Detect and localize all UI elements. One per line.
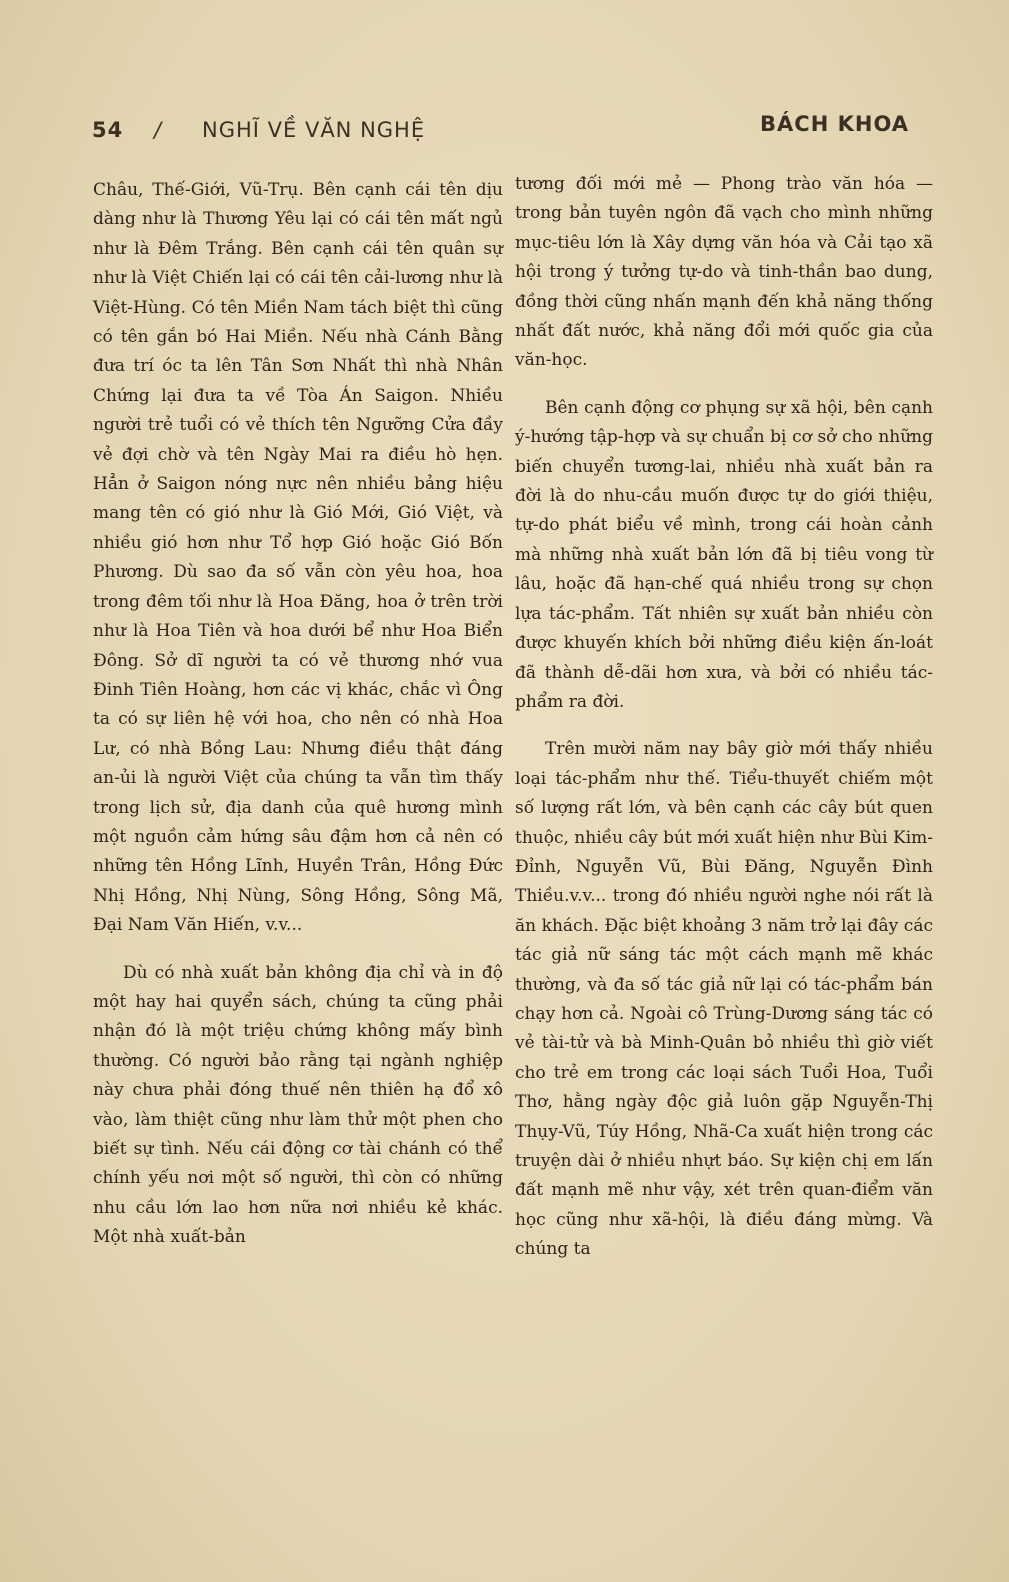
- right-paragraph-1: tương đối mới mẻ — Phong trào văn hóa — trong bản tuyên ngôn đã vạch cho mình những mục-tiêu lớn là Xây dựng văn hóa và Cải tạo xã hội trong ý tưởng tự-do và tinh-thần bao dung, đồng thời cũng nhấn mạnh đến khả năng thống nhất đất nước, khả năng đổi mới quốc gia của văn-học.: [515, 174, 933, 371]
- magazine-title: BÁCH KHOA: [760, 112, 909, 136]
- right-column: [515, 170, 933, 1265]
- page-number: 54: [92, 118, 124, 142]
- header-separator: /: [154, 118, 163, 142]
- section-title: NGHĨ VỀ VĂN NGHỆ: [202, 118, 426, 142]
- left-paragraph-2: Dù có nhà xuất bản không địa chỉ và in độ một hay hai quyển sách, chúng ta cũng phải nhận đó là một triệu chứng không mấy bình thường. Có người bảo rằng tại ngành nghiệp này chưa phải đóng thuế nên thiên hạ đổ xô vào, làm thiệt cũng như làm thử một phen cho biết sự tình. Nếu cái động cơ tài chánh có thể chính yếu nơi một số người, thì còn có những nhu cầu lớn lao hơn nữa nơi nhiều kẻ khác. Một nhà xuất-bản: [93, 962, 503, 1248]
- left-column: [93, 176, 503, 1253]
- right-paragraph-3: Trên mười năm nay bây giờ mới thấy nhiều loại tác-phẩm như thế. Tiểu-thuyết chiếm một số lượng rất lớn, và bên cạnh các cây bút quen thuộc, nhiều cây bút mới xuất hiện như Bùi Kim-Đỉnh, Nguyễn Vũ, Bùi Đăng, Nguyễn Đình Thiều.v.v... trong đó nhiều người nghe nói rất là ăn khách. Đặc biệt khoảng 3 năm trở lại đây các tác giả nữ sáng tác một cách mạnh mẽ khác thường, và đa số tác giả nữ lại có tác-phẩm bán chạy hơn cả. Ngoài cô Trùng-Dương sáng tác có vẻ tài-tử và bà Minh-Quân bỏ nhiều thì giờ viết cho trẻ em trong các loại sách Tuổi Hoa, Tuổi Thơ, hằng ngày độc giả luôn gặp Nguyễn-Thị Thụy-Vũ, Túy Hồng, Nhã-Ca xuất hiện trong các truyện dài ở nhiều nhựt báo. Sự kiện chị em lấn đất mạnh mẽ như vậy, xét trên quan-điểm văn học cũng như xã-hội, là điều đáng mừng. Và chúng ta: [515, 739, 933, 1260]
- page-header: [92, 106, 909, 146]
- left-paragraph-1: Châu, Thế-Giới, Vũ-Trụ. Bên cạnh cái tên dịu dàng như là Thương Yêu lại có cái tên mất ngủ như là Đêm Trắng. Bên cạnh cái tên quân sự như là Việt Chiến lại có cái tên cải-lương như là Việt-Hùng. Có tên Miền Nam tách biệt thì cũng có tên gắn bó Hai Miền. Nếu nhà Cánh Bằng đưa trí óc ta lên Tân Sơn Nhất thì nhà Nhân Chứng lại đưa ta về Tòa Án Saigon. Nhiều người trẻ tuổi có vẻ thích tên Ngưỡng Cửa đầy vẻ đợi chờ và tên Ngày Mai ra điều hò hẹn. Hẳn ở Saigon nóng nực nên nhiều bảng hiệu mang tên có gió như là Gió Mới, Gió Việt, và nhiều gió hơn như Tổ hợp Gió hoặc Gió Bốn Phương. Dù sao đa số vẫn còn yêu hoa, hoa trong đêm tối như là Hoa Đăng, hoa ở trên trời như là Hoa Tiên và hoa dưới bể như Hoa Biển Đông. Sở dĩ người ta có vẻ thương nhớ vua Đinh Tiên Hoàng, hơn các vị khác, chắc vì Ông ta có sự liên hệ với hoa, cho nên có nhà Hoa Lư, có nhà Bồng Lau: Nhưng điều thật đáng an-ủi là người Việt của chúng ta vẫn tìm thấy trong lịch sử, địa danh của quê hương mình một nguồn cảm hứng sâu đậm hơn cả nên có những tên Hồng Lĩnh, Huyền Trân, Hồng Đức Nhị Hồng, Nhị Nùng, Sông Hồng, Sông Mã, Đại Nam Văn Hiến, v.v...: [93, 180, 503, 936]
- right-paragraph-2: Bên cạnh động cơ phụng sự xã hội, bên cạnh ý-hướng tập-hợp và sự chuẩn bị cơ sở cho những biến chuyển tương-lai, nhiều nhà xuất bản ra đời là do nhu-cầu muốn được tự do giới thiệu, tự-do phát biểu về mình, trong cái hoàn cảnh mà những nhà xuất bản lớn đã bị tiêu vong từ lâu, hoặc đã hạn-chế quá nhiều trong sự chọn lựa tác-phẩm. Tất nhiên sự xuất bản nhiều còn được khuyến khích bởi những điều kiện ấn-loát đã thành dễ-dãi hơn xưa, và bởi có nhiều tác-phẩm ra đời.: [515, 397, 933, 712]
